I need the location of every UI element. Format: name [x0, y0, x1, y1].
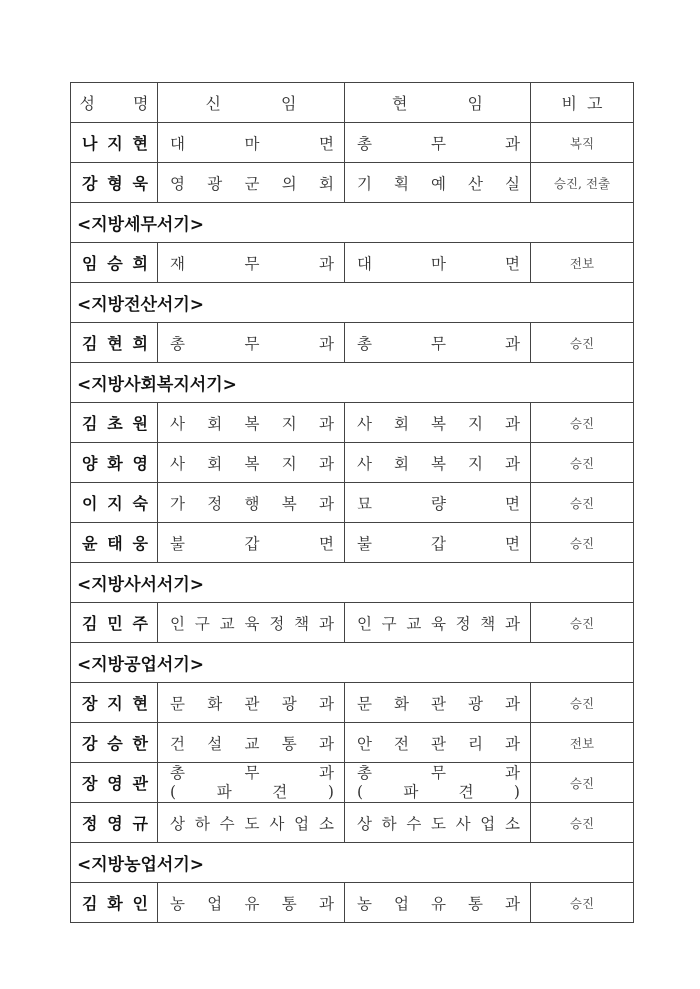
- header-note: 비 고: [531, 83, 634, 123]
- new-post: 총 무 과: [158, 323, 345, 363]
- current-post: 농 업 유 통 과: [345, 883, 531, 923]
- current-post: 문 화 관 광 과: [345, 683, 531, 723]
- remark: 승진: [531, 443, 634, 483]
- remark: 승진: [531, 523, 634, 563]
- table-row: [71, 243, 634, 283]
- table-row: [71, 603, 634, 643]
- employee-name: 김 화 인: [71, 883, 158, 923]
- remark: 복직: [531, 123, 634, 163]
- employee-name: 김 민 주: [71, 603, 158, 643]
- section-title: <지방공업서기>: [71, 643, 634, 683]
- header-new-post: 신 임: [158, 83, 345, 123]
- employee-name: 나 지 현: [71, 123, 158, 163]
- employee-name: 김 현 희: [71, 323, 158, 363]
- remark: 전보: [531, 243, 634, 283]
- employee-name: 정 영 규: [71, 803, 158, 843]
- employee-name: 강 승 한: [71, 723, 158, 763]
- table-header-row: [71, 83, 634, 123]
- current-post: 기 획 예 산 실: [345, 163, 531, 203]
- table-row: [71, 803, 634, 843]
- personnel-table-page: [70, 82, 633, 923]
- current-post: 불 갑 면: [345, 523, 531, 563]
- section-header-row: [71, 203, 634, 243]
- employee-name: 양 화 영: [71, 443, 158, 483]
- new-post: 대 마 면: [158, 123, 345, 163]
- new-post: 농 업 유 통 과: [158, 883, 345, 923]
- current-post: 사 회 복 지 과: [345, 443, 531, 483]
- table-row: [71, 443, 634, 483]
- employee-name: 강 형 욱: [71, 163, 158, 203]
- new-post: 재 무 과: [158, 243, 345, 283]
- remark: 승진: [531, 763, 634, 803]
- new-post: 건 설 교 통 과: [158, 723, 345, 763]
- current-post: 대 마 면: [345, 243, 531, 283]
- new-post: 사 회 복 지 과: [158, 443, 345, 483]
- remark: 승진: [531, 483, 634, 523]
- section-header-row: [71, 563, 634, 603]
- employee-name: 이 지 숙: [71, 483, 158, 523]
- new-post: 가 정 행 복 과: [158, 483, 345, 523]
- current-post: 상 하 수 도 사 업 소: [345, 803, 531, 843]
- section-header-row: [71, 643, 634, 683]
- new-post: 불 갑 면: [158, 523, 345, 563]
- table-row: [71, 683, 634, 723]
- remark: 승진: [531, 883, 634, 923]
- current-post: 총 무 과: [345, 323, 531, 363]
- table-row: [71, 163, 634, 203]
- new-post: 상 하 수 도 사 업 소: [158, 803, 345, 843]
- remark: 전보: [531, 723, 634, 763]
- section-title: <지방농업서기>: [71, 843, 634, 883]
- remark: 승진, 전출: [531, 163, 634, 203]
- section-header-row: [71, 283, 634, 323]
- remark: 승진: [531, 803, 634, 843]
- section-title: <지방사회복지서기>: [71, 363, 634, 403]
- remark: 승진: [531, 403, 634, 443]
- current-post: 총 무 과 ( 파 견 ): [345, 763, 531, 803]
- table-row: [71, 403, 634, 443]
- section-title: <지방전산서기>: [71, 283, 634, 323]
- table-row: [71, 483, 634, 523]
- new-post: 인 구 교 육 정 책 과: [158, 603, 345, 643]
- new-post: 총 무 과 ( 파 견 ): [158, 763, 345, 803]
- table-row: [71, 883, 634, 923]
- employee-name: 윤 태 웅: [71, 523, 158, 563]
- new-post: 사 회 복 지 과: [158, 403, 345, 443]
- employee-name: 김 초 원: [71, 403, 158, 443]
- table-row: [71, 763, 634, 803]
- remark: 승진: [531, 323, 634, 363]
- section-header-row: [71, 363, 634, 403]
- new-post: 문 화 관 광 과: [158, 683, 345, 723]
- remark: 승진: [531, 603, 634, 643]
- employee-name: 임 승 희: [71, 243, 158, 283]
- header-current-post: 현 임: [345, 83, 531, 123]
- table-row: [71, 123, 634, 163]
- current-post: 사 회 복 지 과: [345, 403, 531, 443]
- current-post: 안 전 관 리 과: [345, 723, 531, 763]
- section-title: <지방세무서기>: [71, 203, 634, 243]
- new-post: 영 광 군 의 회: [158, 163, 345, 203]
- header-name: 성 명: [71, 83, 158, 123]
- employee-name: 장 영 관: [71, 763, 158, 803]
- table-row: [71, 323, 634, 363]
- section-title: <지방사서서기>: [71, 563, 634, 603]
- section-header-row: [71, 843, 634, 883]
- table-row: [71, 523, 634, 563]
- current-post: 인 구 교 육 정 책 과: [345, 603, 531, 643]
- table-row: [71, 723, 634, 763]
- current-post: 묘 량 면: [345, 483, 531, 523]
- remark: 승진: [531, 683, 634, 723]
- personnel-appointment-table: [70, 82, 634, 923]
- employee-name: 장 지 현: [71, 683, 158, 723]
- current-post: 총 무 과: [345, 123, 531, 163]
